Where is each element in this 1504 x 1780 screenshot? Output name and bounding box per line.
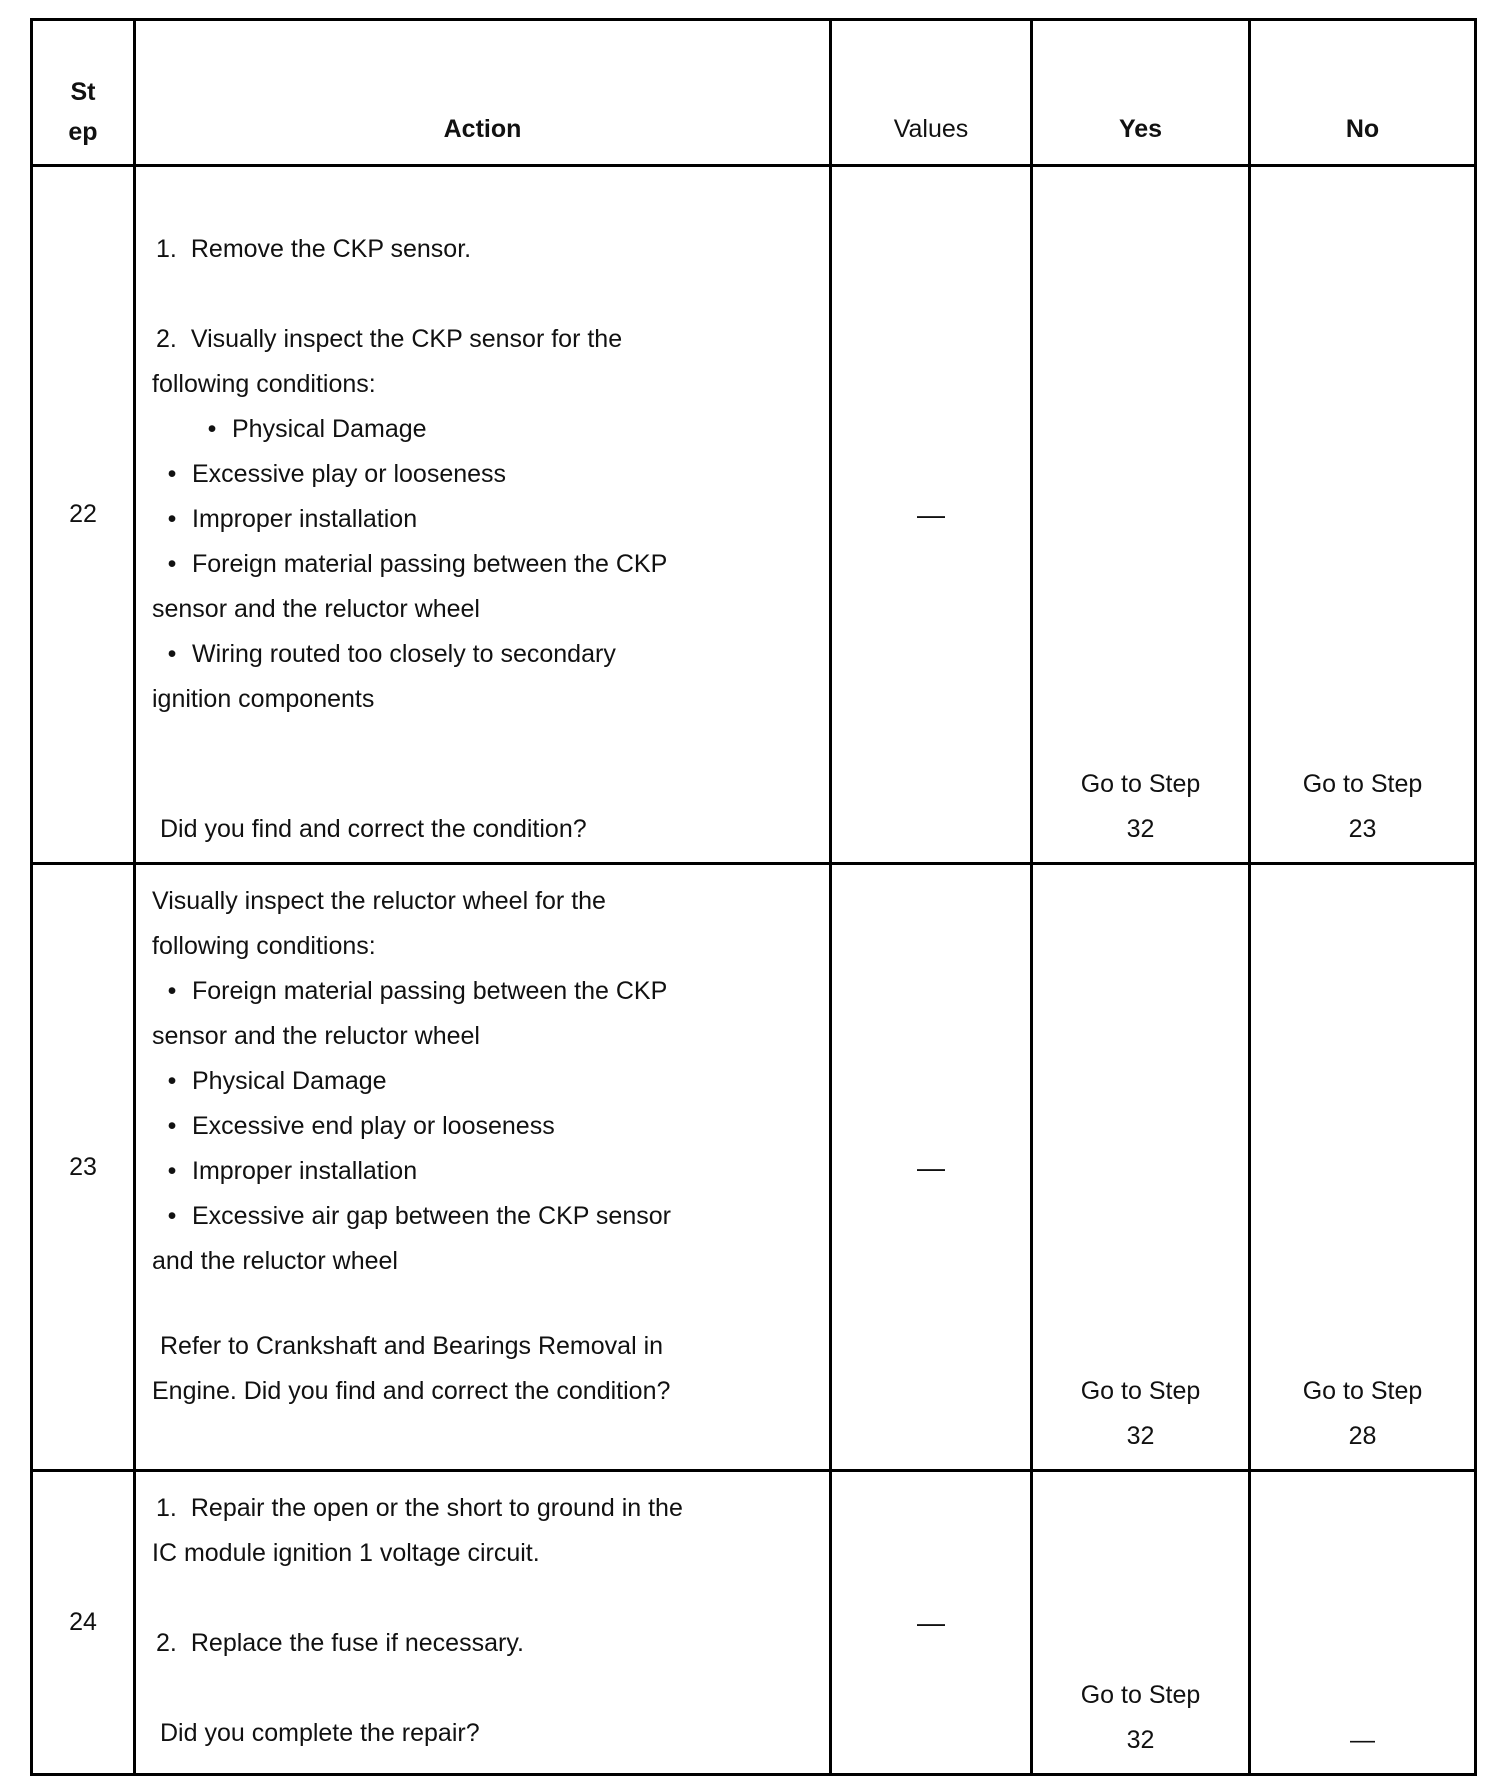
no-cell xyxy=(1250,166,1476,864)
action-question: Did you complete the repair? xyxy=(160,1719,480,1747)
header-yes: Yes xyxy=(1032,20,1250,166)
yes-goto-label: Go to Step xyxy=(1080,770,1201,798)
no-value: — xyxy=(1350,1726,1375,1754)
no-cell xyxy=(1250,1471,1476,1775)
action-item-1: 1. Remove the CKP sensor. xyxy=(156,235,472,263)
bullet-item-cont: sensor and the reluctor wheel xyxy=(152,595,480,623)
action-item-2: 2. Visually inspect the CKP sensor for the xyxy=(156,325,623,353)
bullet-item-cont: and the reluctor wheel xyxy=(152,1247,398,1275)
header-step xyxy=(32,20,135,166)
bullet-item: • Wiring routed too closely to secondary xyxy=(167,640,616,668)
step-number: 24 xyxy=(32,1471,135,1775)
yes-goto-step: 32 xyxy=(1126,1422,1155,1450)
values-cell: — xyxy=(831,166,1032,864)
no-goto-label: Go to Step xyxy=(1302,1377,1423,1405)
bullet-item: • Foreign material passing between the CKP xyxy=(167,977,668,1005)
header-values: Values xyxy=(831,20,1032,166)
action-intro-cont: following conditions: xyxy=(152,932,376,960)
header-step-line1: St xyxy=(70,78,96,106)
bullet-item: • Improper installation xyxy=(167,1157,418,1185)
bullet-item: • Foreign material passing between the CKP xyxy=(167,550,668,578)
action-cell xyxy=(135,1471,831,1775)
action-cell xyxy=(135,864,831,1471)
bullet-item: • Excessive air gap between the CKP sensor xyxy=(167,1202,671,1230)
bullet-item: • Excessive play or looseness xyxy=(167,460,507,488)
action-question: Engine. Did you find and correct the condition? xyxy=(152,1377,671,1405)
table-row-step-23 xyxy=(32,864,1476,1471)
bullet-item: • Physical Damage xyxy=(167,1067,387,1095)
yes-cell xyxy=(1032,864,1250,1471)
header-no: No xyxy=(1250,20,1476,166)
action-question: Did you find and correct the condition? xyxy=(160,815,587,843)
action-cell xyxy=(135,166,831,864)
header-action: Action xyxy=(135,20,831,166)
step-number: 23 xyxy=(32,864,135,1471)
yes-goto-label: Go to Step xyxy=(1080,1681,1201,1709)
values-cell: — xyxy=(831,1471,1032,1775)
action-item-1: 1. Repair the open or the short to ground in the xyxy=(156,1494,683,1522)
diagnostic-table xyxy=(30,18,1477,1776)
yes-goto-step: 32 xyxy=(1126,815,1155,843)
table-row-step-22 xyxy=(32,166,1476,864)
no-cell xyxy=(1250,864,1476,1471)
bullet-item-cont: ignition components xyxy=(152,685,375,713)
header-step-line2: ep xyxy=(68,118,98,146)
yes-goto-label: Go to Step xyxy=(1080,1377,1201,1405)
yes-cell xyxy=(1032,1471,1250,1775)
step-number: 22 xyxy=(32,166,135,864)
action-intro: Visually inspect the reluctor wheel for the xyxy=(152,887,606,915)
action-refer: Refer to Crankshaft and Bearings Removal in xyxy=(160,1332,664,1360)
action-item-1-cont: IC module ignition 1 voltage circuit. xyxy=(152,1539,540,1567)
header-row xyxy=(32,20,1476,166)
action-item-2-cont: following conditions: xyxy=(152,370,376,398)
no-goto-step: 23 xyxy=(1348,815,1377,843)
bullet-item-cont: sensor and the reluctor wheel xyxy=(152,1022,480,1050)
bullet-item: • Physical Damage xyxy=(207,415,427,443)
no-goto-label: Go to Step xyxy=(1302,770,1423,798)
yes-goto-step: 32 xyxy=(1126,1726,1155,1754)
yes-cell xyxy=(1032,166,1250,864)
table-row-step-24 xyxy=(32,1471,1476,1775)
bullet-item: • Improper installation xyxy=(167,505,418,533)
action-item-2: 2. Replace the fuse if necessary. xyxy=(156,1629,524,1657)
bullet-item: • Excessive end play or looseness xyxy=(167,1112,555,1140)
no-goto-step: 28 xyxy=(1348,1422,1377,1450)
values-cell: — xyxy=(831,864,1032,1471)
